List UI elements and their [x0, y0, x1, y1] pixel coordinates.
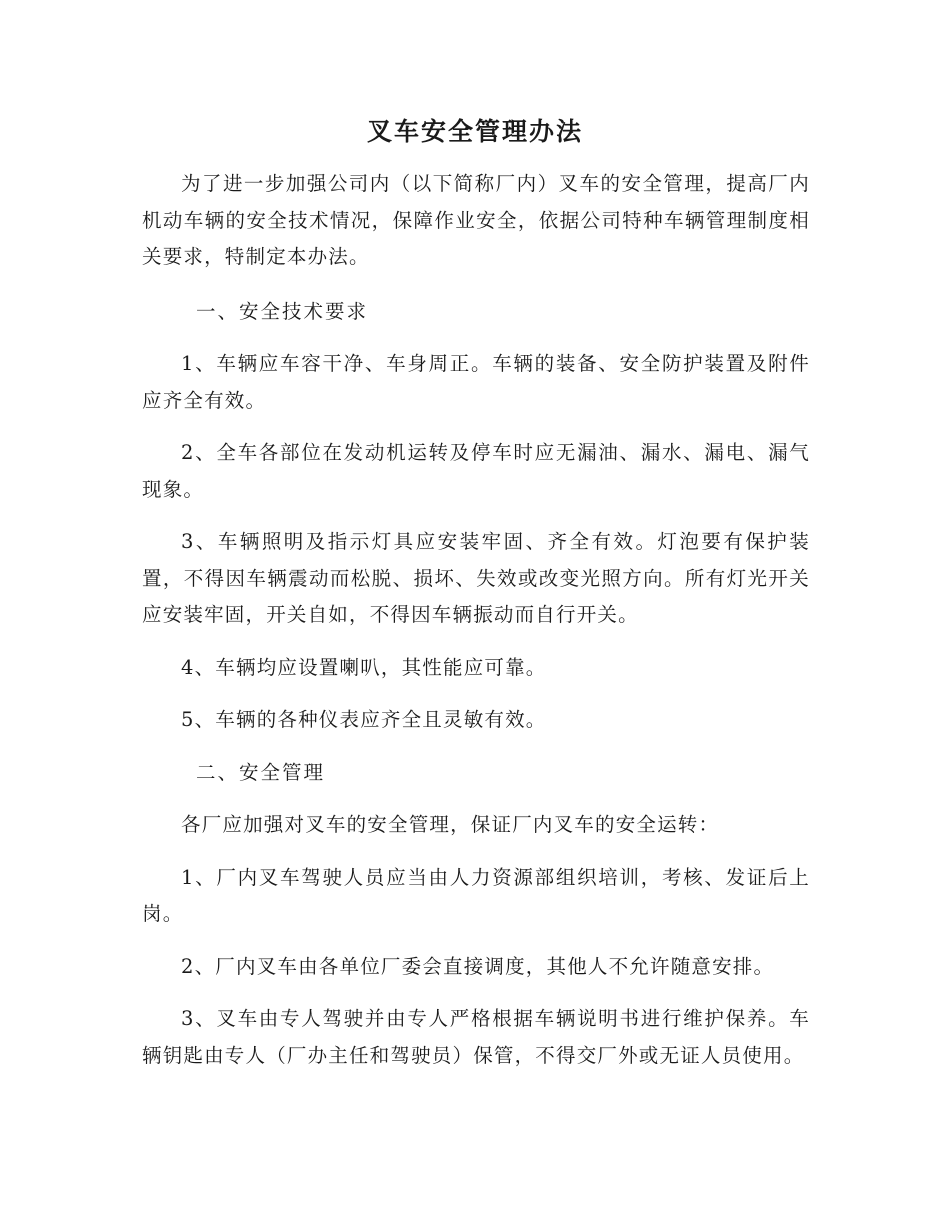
management-item-3: 3、叉车由专人驾驶并由专人严格根据车辆说明书进行维护保养。车辆钥匙由专人（厂办主任和驾驶员）保管，不得交厂外或无证人员使用。	[142, 1007, 810, 1067]
intro-paragraph: 为了进一步加强公司内（以下简称厂内）叉车的安全管理，提高厂内机动车辆的安全技术情况，保障作业安全，依据公司特种车辆管理制度相关要求，特制定本办法。	[142, 172, 810, 268]
requirement-item-4: 4、车辆均应设置喇叭，其性能应可靠。	[181, 655, 547, 679]
section-heading-technical-requirements: 一、安全技术要求	[196, 299, 369, 323]
requirement-item-2: 2、全车各部位在发动机运转及停车时应无漏油、漏水、漏电、漏气现象。	[142, 441, 810, 501]
document-body	[142, 166, 810, 1090]
management-item-1: 1、厂内叉车驾驶人员应当由人力资源部组织培训，考核、发证后上岗。	[142, 865, 810, 925]
management-lead-paragraph: 各厂应加强对叉车的安全管理，保证厂内叉车的安全运转：	[181, 813, 720, 836]
management-item-2: 2、厂内叉车由各单位厂委会直接调度，其他人不允许随意安排。	[181, 954, 775, 978]
section-heading-safety-management: 二、安全管理	[196, 760, 326, 784]
requirement-item-5: 5、车辆的各种仪表应齐全且灵敏有效。	[181, 708, 547, 731]
requirement-item-3: 3、车辆照明及指示灯具应安装牢固、齐全有效。灯泡要有保护装置，不得因车辆震动而松脱、损坏、失效或改变光照方向。所有灯光开关应安装牢固，开关自如，不得因车辆振动而自行开关。	[142, 530, 810, 626]
requirement-item-1: 1、车辆应车容干净、车身周正。车辆的装备、安全防护装置及附件应齐全有效。	[142, 352, 810, 412]
document-title: 叉车安全管理办法	[366, 117, 583, 146]
